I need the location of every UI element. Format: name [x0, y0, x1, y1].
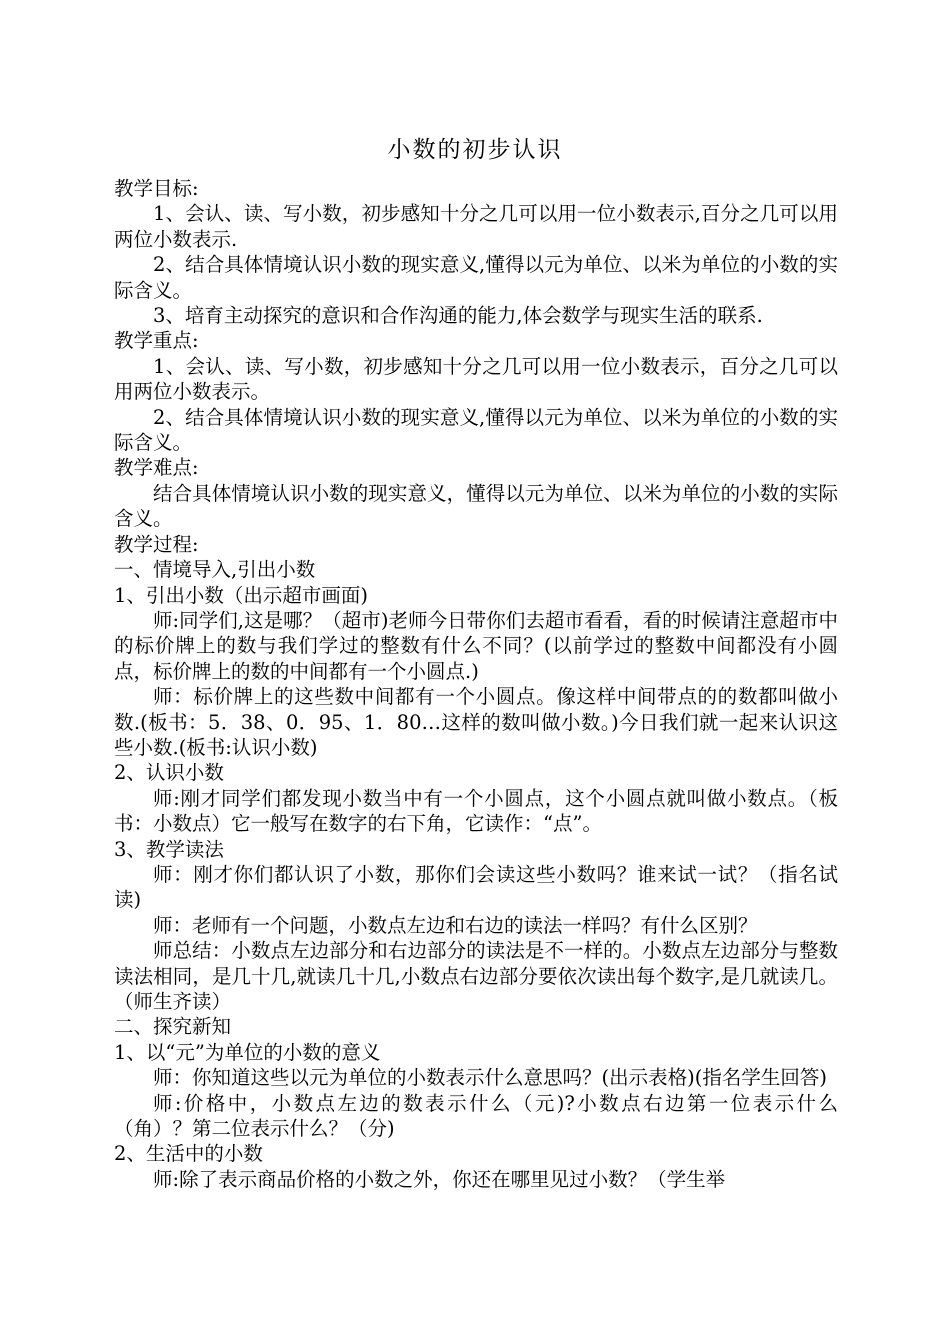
document-body: [114, 176, 838, 1192]
paragraph: 师：刚才你们都认识了小数，那你们会读这些小数吗？谁来试一试？（指名试读): [114, 862, 838, 912]
paragraph: 2、结合具体情境认识小数的现实意义,懂得以元为单位、以米为单位的小数的实际含义。: [114, 253, 838, 302]
paragraph: 1、会认、读、写小数，初步感知十分之几可以用一位小数表示,百分之几可以用两位小数表示.: [114, 202, 838, 251]
paragraph: 师：标价牌上的这些数中间都有一个小圆点。像这样中间带点的的数都叫做小数.(板书：5．38、0．95、1．80…这样的数叫做小数。)今日我们就一起来认识这些小数.(板书:认识小数): [114, 685, 838, 759]
subsection-heading: 1、以“元”为单位的小数的意义: [114, 1040, 381, 1064]
heading-objectives: 教学目标:: [114, 177, 199, 200]
subsection-heading: 2、生活中的小数: [114, 1142, 263, 1166]
paragraph: 师:除了表示商品价格的小数之外，你还在哪里见过小数？（学生举: [153, 1167, 726, 1191]
heading-key-points: 教学重点:: [114, 329, 199, 353]
paragraph: 结合具体情境认识小数的现实意义，懂得以元为单位、以米为单位的小数的实际含义。: [114, 481, 838, 531]
heading-difficulties: 教学难点:: [114, 456, 199, 480]
paragraph: 师:价格中，小数点左边的数表示什么（元)?小数点右边第一位表示什么（角）？第二位表示什么？（分): [114, 1091, 838, 1141]
paragraph: 师总结：小数点左边部分和右边部分的读法是不一样的。小数点左边部分与整数读法相同，是几十几,就读几十几,小数点右边部分要依次读出每个数字,是几就读几。（师生齐读）: [114, 939, 838, 1013]
document-title: 小数的初步认识: [387, 137, 563, 163]
section-heading: 一、情境导入,引出小数: [114, 558, 316, 582]
subsection-heading: 2、认识小数: [114, 761, 224, 785]
heading-process: 教学过程:: [114, 532, 199, 556]
paragraph: 2、结合具体情境认识小数的现实意义,懂得以元为单位、以米为单位的小数的实际含义。: [114, 405, 838, 455]
paragraph: 师:刚才同学们都发现小数当中有一个小圆点，这个小圆点就叫做小数点。（板书：小数点）它一般写在数字的右下角，它读作：“点”。: [114, 786, 838, 836]
subsection-heading: 3、教学读法: [114, 837, 224, 861]
paragraph: 师:同学们,这是哪？（超市)老师今日带你们去超市看看，看的时候请注意超市中的标价牌上的数与我们学过的整数有什么不同？(以前学过的整数中间都没有小圆点，标价牌上的数的中间都有一个小圆点.): [114, 608, 838, 683]
paragraph: 3、培育主动探究的意识和合作沟通的能力,体会数学与现实生活的联系.: [153, 304, 763, 328]
paragraph: 师：老师有一个问题，小数点左边和右边的读法一样吗？有什么区别？: [153, 913, 758, 937]
paragraph: 师：你知道这些以元为单位的小数表示什么意思吗？(出示表格)(指名学生回答): [153, 1066, 827, 1090]
subsection-heading: 1、引出小数（出示超市画面): [114, 583, 369, 607]
section-heading: 二、探究新知: [114, 1015, 232, 1039]
paragraph: 1、会认、读、写小数，初步感知十分之几可以用一位小数表示，百分之几可以用两位小数表示。: [114, 354, 838, 404]
